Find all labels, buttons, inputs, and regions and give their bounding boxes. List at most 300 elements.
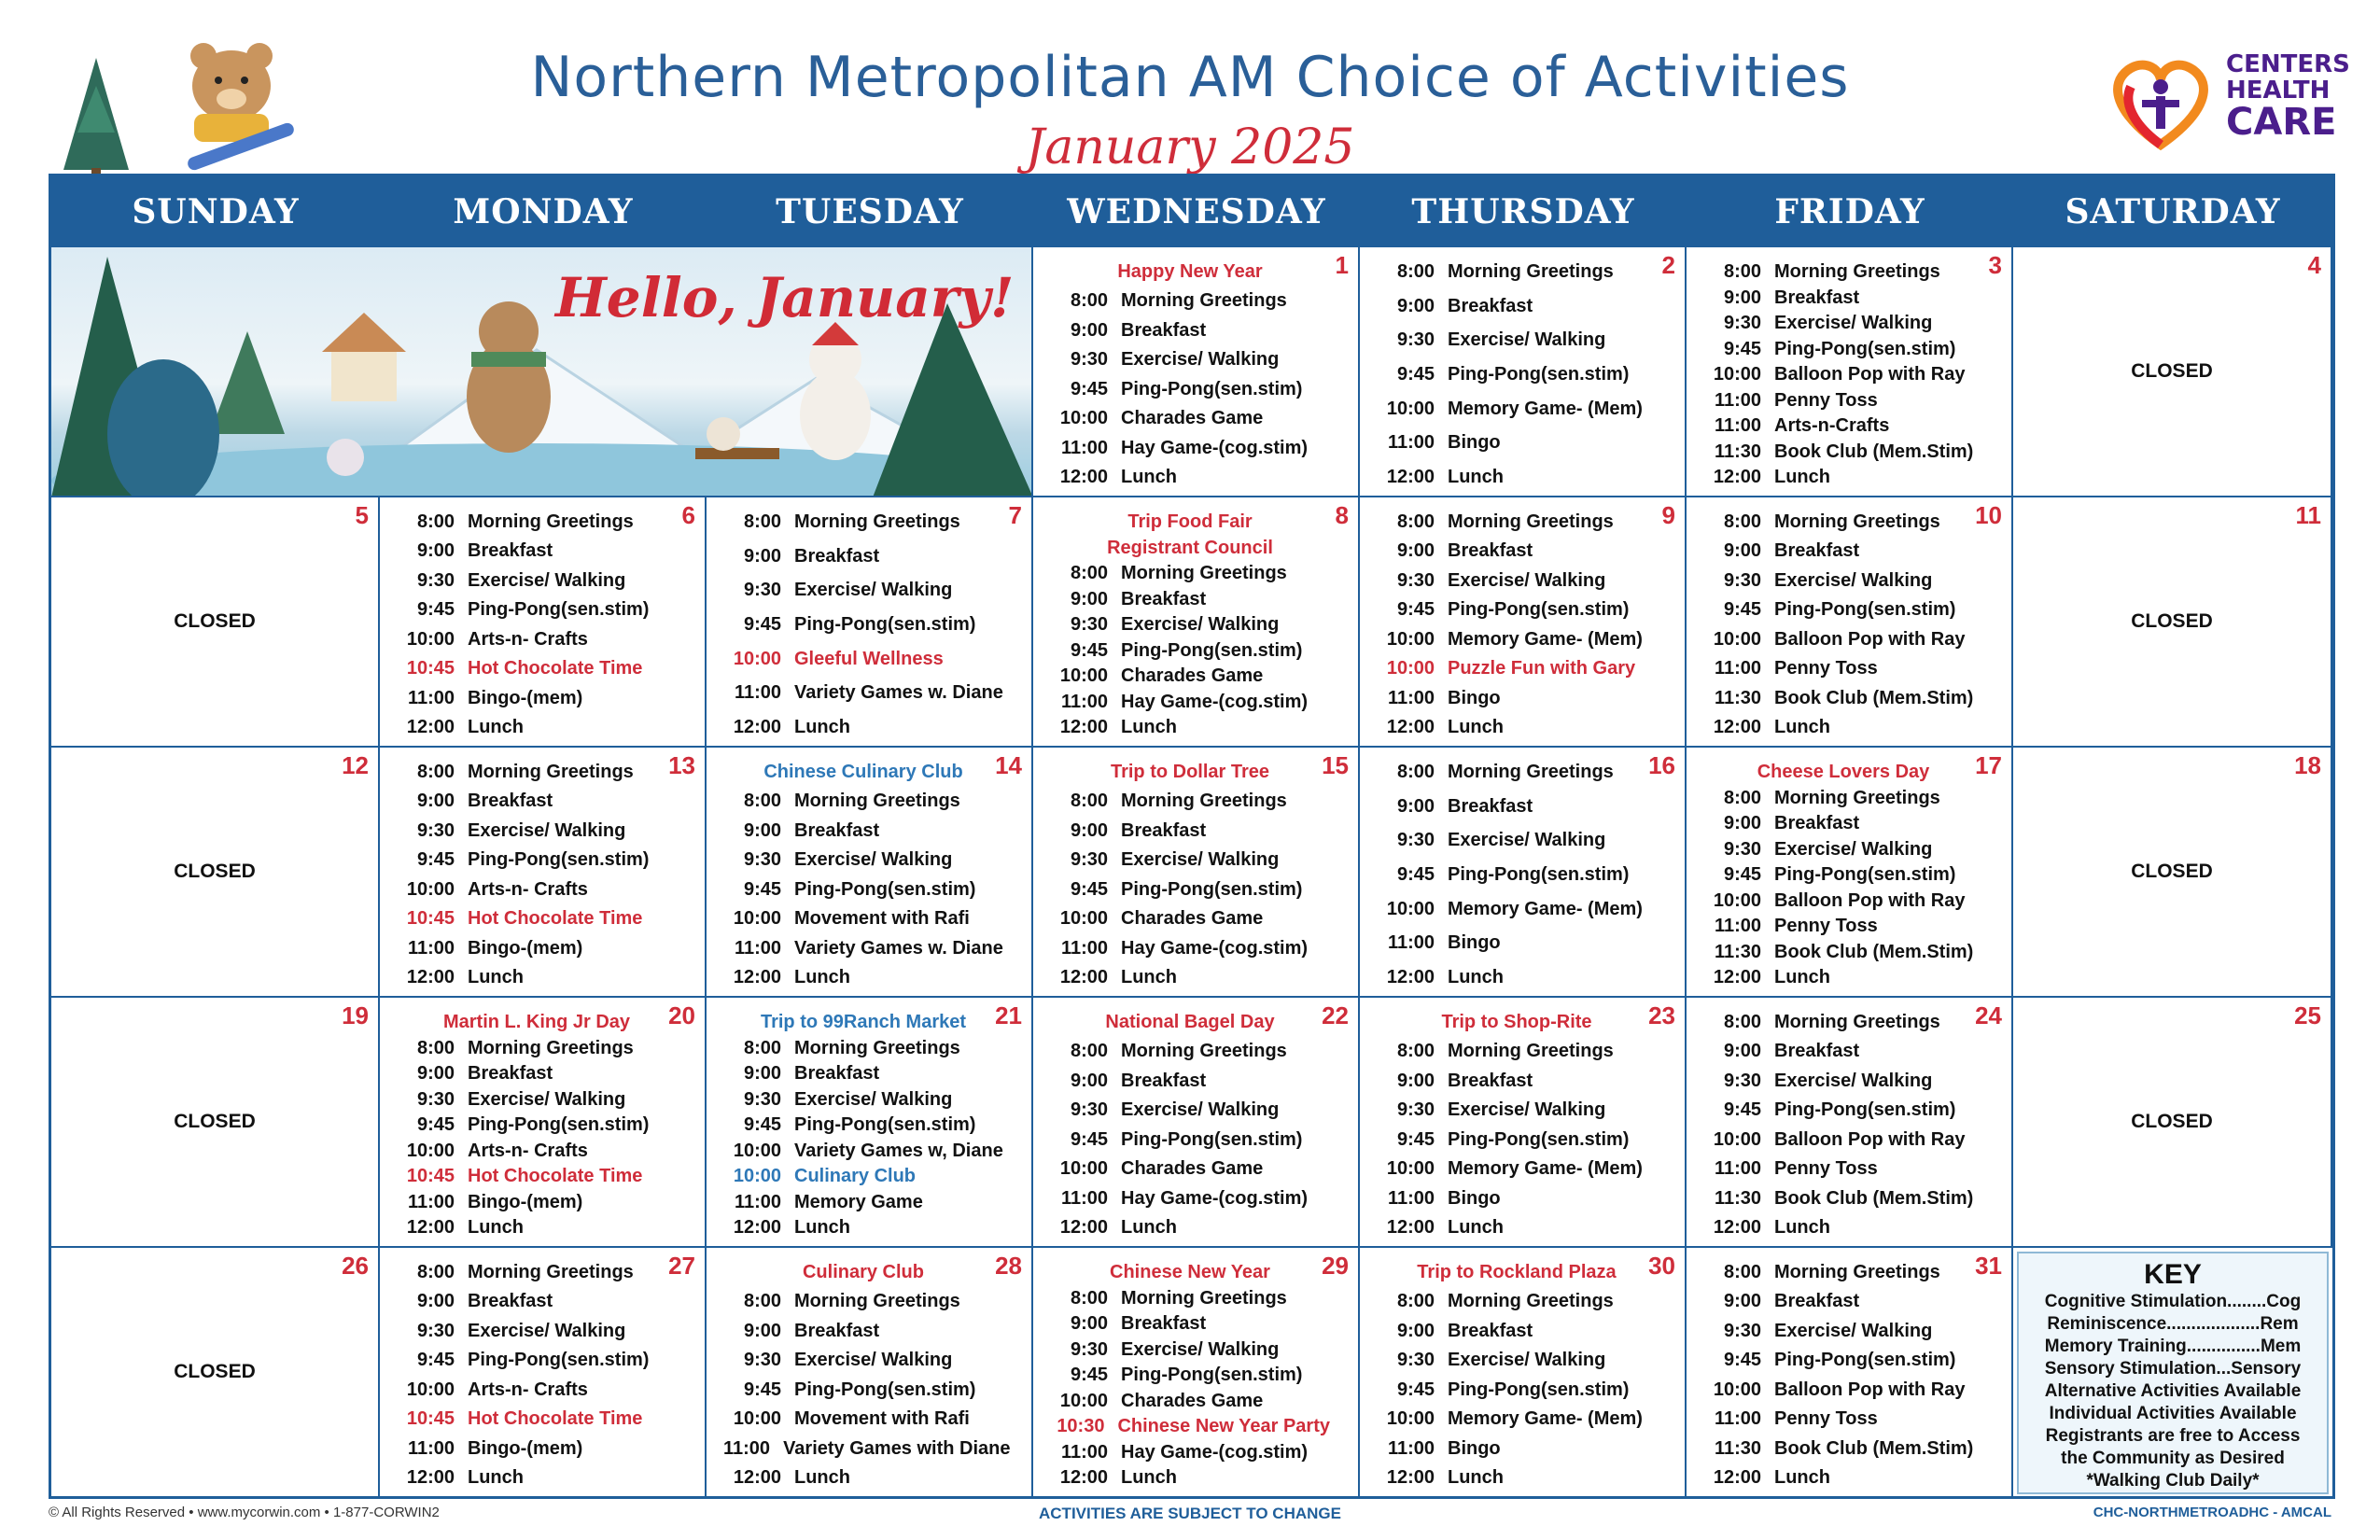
- activity-name: Ping-Pong(sen.stim): [1774, 1350, 1956, 1371]
- activity-time: 12:00: [406, 1217, 455, 1238]
- activity-name: Ping-Pong(sen.stim): [1121, 1128, 1303, 1150]
- day-cell-10: [1687, 497, 2013, 748]
- activity-name: Breakfast: [1121, 319, 1207, 341]
- activity-name: Morning Greetings: [1121, 563, 1287, 583]
- activity-item: [1703, 441, 1983, 463]
- activity-name: Breakfast: [1121, 1070, 1207, 1091]
- activity-name: Exercise/ Walking: [1774, 313, 1933, 333]
- activity-item: [397, 761, 677, 783]
- activity-item: [1703, 838, 1983, 861]
- activity-item: [1703, 1157, 1983, 1180]
- activity-time: 9:00: [416, 540, 455, 562]
- weekday-thursday: THURSDAY: [1411, 192, 1635, 231]
- weekday-monday: MONDAY: [453, 192, 634, 231]
- activity-list: [1050, 761, 1330, 988]
- activity-name: Lunch: [1448, 966, 1504, 987]
- activity-name: Morning Greetings: [1774, 1012, 1940, 1032]
- activity-time: 12:00: [1059, 1467, 1108, 1488]
- activity-item: [1377, 363, 1657, 385]
- activity-item: [1703, 598, 1983, 621]
- activity-item: [723, 511, 1003, 533]
- activity-time: 11:00: [1387, 687, 1435, 708]
- activity-time: 9:00: [1396, 540, 1435, 562]
- activity-list: [1703, 1011, 1983, 1239]
- activity-item: [1377, 931, 1657, 954]
- activity-name: Gleeful Wellness: [794, 648, 944, 669]
- day-number: 1: [1335, 251, 1349, 279]
- activity-time: 10:00: [406, 628, 455, 650]
- activity-time: 10:00: [1386, 628, 1435, 650]
- activity-item: [723, 1140, 1003, 1162]
- event-headline: Culinary Club: [802, 1262, 924, 1282]
- activity-name: Book Club (Mem.Stim): [1774, 441, 1974, 462]
- activity-name: Memory Game- (Mem): [1448, 398, 1643, 419]
- activity-name: Variety Games with Diane: [783, 1437, 1011, 1459]
- activity-name: Exercise/ Walking: [1774, 569, 1933, 591]
- activity-name: Bingo-(mem): [468, 687, 583, 708]
- activity-name: Exercise/ Walking: [1448, 1099, 1606, 1121]
- activity-time: 10:00: [1386, 898, 1435, 919]
- activity-name: Hay Game-(cog.stim): [1121, 1187, 1309, 1209]
- activity-item: [1703, 941, 1983, 963]
- closed-label: CLOSED: [174, 1361, 256, 1382]
- activity-name: Hay Game-(cog.stim): [1121, 1441, 1309, 1463]
- calendar: [49, 174, 2335, 1499]
- activity-item: [1703, 1187, 1983, 1210]
- activity-name: Chinese New Year Party: [1117, 1416, 1330, 1436]
- activity-item: [1050, 348, 1330, 371]
- activity-time: 10:00: [406, 878, 455, 900]
- activity-name: Exercise/ Walking: [1121, 1338, 1280, 1360]
- activity-time: 9:45: [1070, 1128, 1108, 1150]
- activity-name: Lunch: [1121, 1216, 1177, 1238]
- activity-name: Exercise/ Walking: [468, 569, 626, 591]
- activity-time: 10:00: [1386, 658, 1435, 679]
- activity-name: Morning Greetings: [468, 511, 634, 532]
- activity-item: [1050, 437, 1330, 459]
- activity-time: 10:00: [1059, 908, 1108, 930]
- activity-name: Penny Toss: [1774, 389, 1878, 411]
- activity-item: [1703, 312, 1983, 334]
- activity-time: 10:00: [406, 1379, 455, 1400]
- activity-name: Bingo: [1448, 1437, 1501, 1459]
- activity-name: Morning Greetings: [794, 791, 960, 812]
- activity-list: [1050, 260, 1330, 488]
- activity-time: 9:45: [743, 613, 781, 635]
- day-cell-28: [707, 1248, 1033, 1498]
- activity-name: Penny Toss: [1774, 1408, 1878, 1430]
- activity-time: 9:30: [1723, 569, 1761, 591]
- activity-name: Exercise/ Walking: [468, 1088, 626, 1110]
- activity-time: 11:00: [1387, 1437, 1435, 1459]
- day-number: 25: [2294, 1001, 2321, 1029]
- activity-time: 8:00: [743, 511, 781, 532]
- activity-name: Lunch: [794, 1466, 850, 1488]
- activity-time: 8:00: [1723, 1262, 1761, 1282]
- day-cell-31: [1687, 1248, 2013, 1498]
- day-cell-17: [1687, 748, 2013, 998]
- day-cell-21: [707, 998, 1033, 1248]
- activity-item: [1050, 1364, 1330, 1386]
- activity-item: [1050, 907, 1330, 930]
- activity-time: 12:00: [406, 1466, 455, 1488]
- activity-name: Morning Greetings: [794, 511, 960, 532]
- activity-item: [1703, 915, 1983, 937]
- activity-item: [1703, 1261, 1983, 1283]
- day-number: 19: [342, 1001, 369, 1029]
- activity-name: Bingo: [1448, 1187, 1501, 1209]
- activity-item: [397, 1062, 677, 1085]
- activity-time: 9:30: [1396, 830, 1435, 851]
- day-cell-7: [707, 497, 1033, 748]
- day-cell-16: [1360, 748, 1687, 998]
- activity-time: 11:00: [1060, 437, 1108, 458]
- activity-item: [1703, 1349, 1983, 1371]
- closed-label: CLOSED: [174, 610, 256, 632]
- activity-item: [1703, 1040, 1983, 1062]
- activity-time: 9:30: [416, 1320, 455, 1341]
- activity-time: 9:45: [1723, 864, 1761, 885]
- activity-item: [1703, 1216, 1983, 1239]
- activity-name: Bingo-(mem): [468, 937, 583, 959]
- activity-name: Variety Games w, Diane: [794, 1140, 1003, 1161]
- activity-time: 8:00: [743, 791, 781, 812]
- activity-list: [1703, 260, 1983, 488]
- activity-name: Arts-n- Crafts: [468, 628, 588, 650]
- day-cell-23: [1360, 998, 1687, 1248]
- activity-time: 11:00: [407, 937, 455, 959]
- day-number: 24: [1975, 1001, 2002, 1029]
- activity-item: [1703, 1128, 1983, 1151]
- activity-time: 9:00: [1723, 1041, 1761, 1062]
- closed-label: CLOSED: [2131, 360, 2213, 382]
- activity-time: 8:00: [1723, 1012, 1761, 1032]
- day-number: 13: [668, 751, 695, 779]
- activity-name: Arts-n- Crafts: [468, 1379, 588, 1400]
- activity-time: 12:00: [1713, 716, 1761, 737]
- activity-name: Lunch: [468, 1466, 524, 1488]
- activity-list: [1050, 1011, 1330, 1239]
- activity-time: 10:45: [406, 1166, 455, 1186]
- activity-time: 12:00: [1713, 1466, 1761, 1488]
- closed-label: CLOSED: [174, 1111, 256, 1132]
- activity-name: Memory Game: [794, 1191, 923, 1212]
- activity-time: 12:00: [1059, 466, 1108, 487]
- activity-item: [1050, 790, 1330, 812]
- activity-time: 9:00: [743, 545, 781, 567]
- activity-time: 12:00: [1386, 1216, 1435, 1238]
- closed-label: CLOSED: [2131, 861, 2213, 882]
- activity-name: Ping-Pong(sen.stim): [468, 1114, 650, 1135]
- activity-time: 9:30: [1723, 313, 1761, 333]
- activity-item: [1377, 1290, 1657, 1312]
- activity-name: Lunch: [1774, 967, 1830, 987]
- activity-time: 11:00: [723, 1437, 771, 1459]
- activity-item: [1377, 1320, 1657, 1342]
- activity-item: [1377, 1040, 1657, 1062]
- activity-name: Lunch: [1448, 1466, 1504, 1488]
- activity-time: 8:00: [1723, 787, 1761, 808]
- legend-key: [2017, 1252, 2329, 1494]
- activity-item: [1377, 1349, 1657, 1371]
- activity-item: [1050, 1070, 1330, 1092]
- day-number: 12: [342, 751, 369, 779]
- activity-item: [397, 628, 677, 651]
- activity-item: [397, 878, 677, 901]
- activity-list: [1703, 1261, 1983, 1489]
- activity-time: 12:00: [733, 1466, 781, 1488]
- activity-item: [397, 1165, 677, 1187]
- activity-item: [723, 1379, 1003, 1401]
- day-cell-15: [1033, 748, 1360, 998]
- activity-time: 9:00: [1070, 319, 1108, 341]
- activity-name: Ping-Pong(sen.stim): [1448, 863, 1630, 885]
- activity-time: 9:45: [1723, 599, 1761, 621]
- event-headline: Trip to Rockland Plaza: [1417, 1262, 1617, 1282]
- activity-item: [397, 1140, 677, 1162]
- activity-item: [397, 1037, 677, 1059]
- activity-name: Morning Greetings: [1774, 1262, 1940, 1282]
- activity-name: Breakfast: [468, 1063, 553, 1084]
- activity-name: Breakfast: [1448, 1320, 1533, 1341]
- activity-item: [723, 648, 1003, 670]
- day-number: 4: [2307, 251, 2321, 279]
- weekday-wednesday: WEDNESDAY: [1067, 192, 1326, 231]
- day-number: 9: [1661, 501, 1675, 529]
- activity-item: [1703, 1290, 1983, 1312]
- activity-time: 11:30: [1714, 687, 1761, 708]
- activity-item: [397, 687, 677, 709]
- weekday-saturday: SATURDAY: [2065, 192, 2281, 231]
- activity-name: Memory Game- (Mem): [1448, 1158, 1643, 1180]
- activity-name: Lunch: [468, 966, 524, 987]
- activity-name: Morning Greetings: [1448, 762, 1614, 782]
- activity-item: [1377, 329, 1657, 351]
- activity-time: 9:00: [1723, 540, 1761, 562]
- day-number: 11: [2295, 501, 2321, 529]
- activity-item: [397, 1320, 677, 1342]
- activity-name: Exercise/ Walking: [794, 580, 953, 601]
- day-number: 31: [1975, 1252, 2002, 1280]
- activity-time: 9:45: [1070, 639, 1108, 661]
- activity-item: [723, 613, 1003, 636]
- activity-name: Lunch: [1121, 466, 1177, 487]
- day-cell-25: [2013, 998, 2332, 1248]
- activity-time: 10:00: [406, 1140, 455, 1161]
- activity-item: [723, 1290, 1003, 1312]
- activity-time: 10:00: [1713, 1379, 1761, 1400]
- legend-line: Cognitive Stimulation........Cog: [2044, 1292, 2302, 1311]
- activity-time: 10:00: [1713, 628, 1761, 650]
- activity-item: [723, 1037, 1003, 1059]
- activity-name: Hay Game-(cog.stim): [1121, 937, 1309, 959]
- activity-time: 10:00: [1059, 408, 1108, 429]
- activity-item: [723, 1088, 1003, 1111]
- activity-time: 9:45: [1396, 1128, 1435, 1150]
- activity-name: Morning Greetings: [1448, 261, 1614, 282]
- activity-time: 9:30: [1723, 1320, 1761, 1341]
- day-number: 18: [2294, 751, 2321, 779]
- legend-line: Memory Training...............Mem: [2044, 1337, 2302, 1356]
- activity-time: 10:00: [733, 908, 781, 930]
- activity-item: [1050, 1099, 1330, 1121]
- activity-item: [1050, 878, 1330, 901]
- activity-time: 9:45: [416, 599, 455, 621]
- day-cell-11: [2013, 497, 2332, 748]
- activity-time: 12:00: [1386, 466, 1435, 487]
- activity-time: 10:00: [733, 648, 781, 669]
- activity-name: Breakfast: [1121, 1313, 1207, 1334]
- activity-time: 9:00: [1396, 295, 1435, 316]
- activity-item: [1050, 1415, 1330, 1437]
- activity-item: [1703, 657, 1983, 679]
- activity-time: 9:45: [743, 878, 781, 900]
- activity-time: 9:45: [1070, 878, 1108, 900]
- day-number: 29: [1322, 1252, 1349, 1280]
- activity-item: [1703, 863, 1983, 886]
- activity-time: 10:00: [1059, 665, 1108, 686]
- activity-time: 9:00: [1070, 1313, 1108, 1334]
- activity-item: [723, 937, 1003, 959]
- activity-name: Memory Game- (Mem): [1448, 628, 1643, 650]
- activity-item: [397, 716, 677, 738]
- activity-time: 8:00: [416, 1037, 455, 1058]
- activity-item: [1377, 687, 1657, 709]
- activity-item: [723, 1407, 1003, 1430]
- activity-time: 8:00: [1070, 1041, 1108, 1062]
- activity-item: [1377, 628, 1657, 651]
- activity-name: Morning Greetings: [1121, 1041, 1287, 1062]
- activity-time: 9:00: [416, 791, 455, 812]
- activity-item: [1050, 1187, 1330, 1210]
- activity-time: 11:00: [1714, 658, 1761, 679]
- activity-item: [1703, 1070, 1983, 1092]
- activity-list: [1377, 761, 1657, 988]
- activity-item: [397, 848, 677, 871]
- day-cell-30: [1360, 1248, 1687, 1498]
- activity-item: [397, 1088, 677, 1111]
- activity-item: [1703, 539, 1983, 562]
- activity-item: [397, 1191, 677, 1213]
- activity-time: 12:00: [733, 1217, 781, 1238]
- day-cell-14: [707, 748, 1033, 998]
- activity-name: Hot Chocolate Time: [468, 908, 643, 930]
- activity-name: Charades Game: [1121, 908, 1264, 930]
- footer-copyright: © All Rights Reserved • www.mycorwin.com • 1-877-CORWIN2: [49, 1505, 440, 1520]
- activity-item: [1050, 466, 1330, 488]
- activity-name: Exercise/ Walking: [1448, 329, 1606, 351]
- activity-name: Lunch: [1121, 1467, 1177, 1488]
- activity-time: 9:00: [1070, 819, 1108, 841]
- activity-item: [1377, 1379, 1657, 1401]
- activity-item: [1050, 639, 1330, 662]
- snowboard-bear-illustration: [45, 21, 325, 189]
- activity-list: [397, 1261, 677, 1489]
- day-number: 21: [995, 1001, 1022, 1029]
- day-cell-26: [51, 1248, 380, 1498]
- activity-name: Breakfast: [468, 1291, 553, 1312]
- activity-time: 9:00: [1723, 287, 1761, 308]
- activity-item: [397, 598, 677, 621]
- activity-name: Hay Game-(cog.stim): [1121, 691, 1309, 712]
- activity-time: 9:30: [416, 819, 455, 841]
- activity-item: [1377, 598, 1657, 621]
- event-headline: Trip Food Fair: [1127, 511, 1253, 532]
- activity-name: Penny Toss: [1774, 658, 1878, 679]
- activity-time: 9:30: [1396, 1350, 1435, 1371]
- activity-name: Breakfast: [1448, 795, 1533, 817]
- activity-item: [1050, 819, 1330, 842]
- event-headline: Chinese Culinary Club: [763, 762, 963, 782]
- activity-time: 12:00: [1059, 966, 1108, 987]
- activity-name: Breakfast: [794, 545, 880, 567]
- activity-time: 8:00: [1070, 791, 1108, 812]
- activity-name: Morning Greetings: [1121, 290, 1287, 312]
- weekday-header-bar: [51, 176, 2332, 247]
- activity-name: Ping-Pong(sen.stim): [1448, 599, 1630, 621]
- activity-name: Ping-Pong(sen.stim): [794, 1379, 976, 1400]
- activity-time: 8:00: [1070, 290, 1108, 312]
- activity-name: Breakfast: [468, 791, 553, 812]
- activity-item: [1703, 687, 1983, 709]
- activity-time: 9:45: [743, 1114, 781, 1135]
- activity-name: Arts-n- Crafts: [468, 1140, 588, 1161]
- day-cell-9: [1360, 497, 1687, 748]
- activity-name: Exercise/ Walking: [1448, 1350, 1606, 1371]
- activity-time: 10:00: [1713, 364, 1761, 385]
- month-title: January 2025: [1025, 119, 1355, 175]
- activity-name: Breakfast: [1774, 813, 1860, 833]
- activity-item: [397, 966, 677, 988]
- activity-name: Lunch: [468, 716, 524, 737]
- activity-item: [1050, 562, 1330, 584]
- activity-time: 12:00: [406, 716, 455, 737]
- activity-name: Ping-Pong(sen.stim): [1774, 338, 1956, 359]
- activity-time: 11:00: [734, 1191, 781, 1212]
- centers-health-care-logo: [2105, 50, 2350, 154]
- activity-time: 9:00: [1396, 1320, 1435, 1341]
- activity-name: Lunch: [1121, 717, 1177, 737]
- activity-item: [723, 716, 1003, 738]
- activity-name: Ping-Pong(sen.stim): [468, 599, 650, 621]
- activity-time: 9:00: [743, 819, 781, 841]
- legend-line: Reminiscence...................Rem: [2047, 1314, 2299, 1334]
- activity-item: [1377, 1070, 1657, 1092]
- activity-time: 9:30: [1070, 1099, 1108, 1121]
- activity-time: 12:00: [406, 966, 455, 987]
- activity-time: 9:00: [416, 1291, 455, 1312]
- activity-item: [1377, 1216, 1657, 1239]
- activity-item: [1377, 295, 1657, 317]
- activity-name: Penny Toss: [1774, 1158, 1878, 1180]
- activity-name: Lunch: [1774, 1466, 1830, 1488]
- activity-time: 8:00: [1396, 261, 1435, 282]
- activity-name: Lunch: [1448, 466, 1504, 487]
- activity-name: Book Club (Mem.Stim): [1774, 687, 1974, 708]
- activity-list: [1377, 1261, 1657, 1489]
- activity-name: Lunch: [1121, 966, 1177, 987]
- activity-item: [397, 1379, 677, 1401]
- activity-time: 8:00: [743, 1291, 781, 1312]
- activity-name: Morning Greetings: [1774, 511, 1940, 532]
- activity-name: Ping-Pong(sen.stim): [1121, 378, 1303, 399]
- activity-time: 11:00: [407, 687, 455, 708]
- activity-time: 9:30: [743, 580, 781, 601]
- activity-name: Breakfast: [1448, 295, 1533, 316]
- day-number: 22: [1322, 1001, 1349, 1029]
- activity-time: 11:00: [1060, 1187, 1108, 1209]
- activity-time: 9:30: [1723, 1070, 1761, 1091]
